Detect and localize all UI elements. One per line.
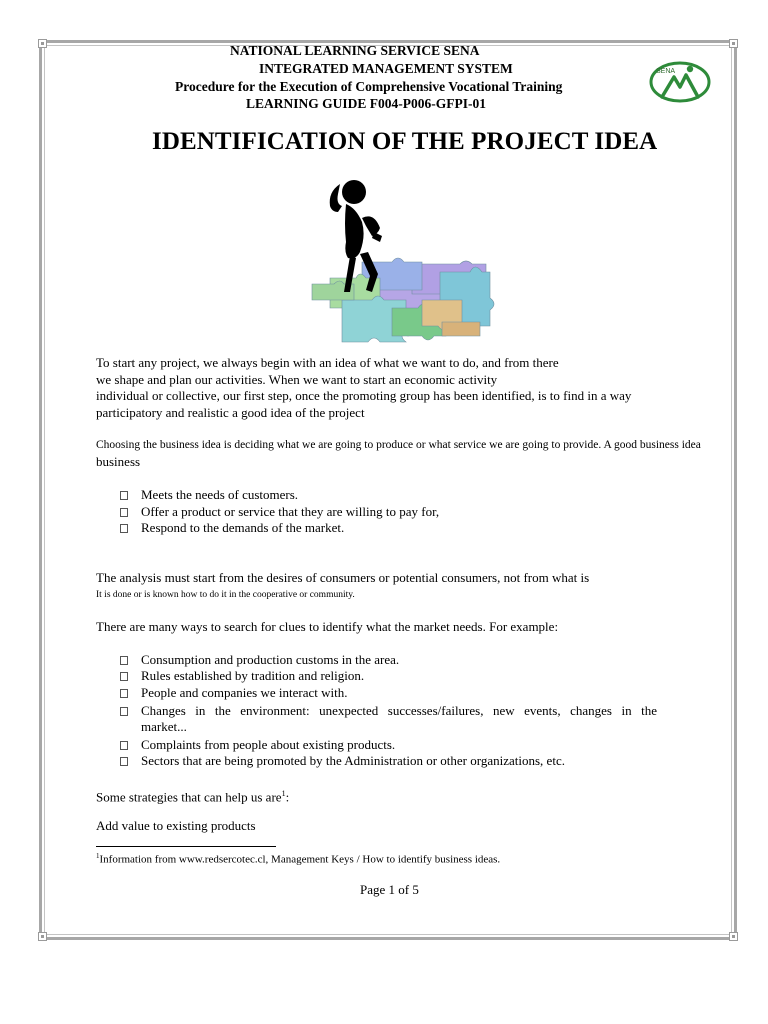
thinking-figure-silhouette: [330, 180, 382, 292]
bullet-symbol: [119, 756, 129, 766]
bullet-symbol: [119, 740, 129, 750]
list-item: Sectors that are being promoted by the Administration or other organizations, etc.: [141, 753, 565, 768]
choosing-idea-text-cont: business: [96, 454, 141, 469]
bullet-symbol: [119, 655, 129, 665]
corner-ornament: [729, 39, 738, 48]
corner-ornament: [729, 932, 738, 941]
thinking-person-puzzle-illustration: [302, 172, 506, 352]
bullet-symbol: [119, 688, 129, 698]
list-item: Offer a product or service that they are willing to pay for,: [141, 504, 440, 519]
bullet-symbol: [119, 706, 129, 716]
sena-logo: [648, 57, 712, 105]
bullet-symbol: [119, 507, 129, 517]
search-intro-text: There are many ways to search for clues to identify what the market needs. For example:: [96, 619, 559, 634]
page-number: Page 1 of 5: [360, 882, 419, 897]
footnote-ref[interactable]: 1: [281, 789, 286, 798]
bullet-symbol: [119, 671, 129, 681]
logo-wordmark: SENA: [656, 68, 676, 75]
corner-ornament: [38, 39, 47, 48]
footnote-text: Information from www.redsercotec.cl, Management Keys / How to identify business ideas.: [99, 853, 501, 866]
strategies-text: [96, 786, 289, 806]
header-org-name: NATIONAL LEARNING SERVICE SENA: [230, 43, 480, 58]
intro-line: participatory and realistic a good idea of the project: [96, 405, 365, 420]
bullet-symbol: [119, 523, 129, 533]
header-guide-code: LEARNING GUIDE F004-P006-GFPI-01: [246, 96, 486, 111]
list-item: Complaints from people about existing products.: [141, 737, 396, 752]
bullet-symbol: [119, 490, 129, 500]
intro-line: we shape and plan our activities. When we want to start an economic activity: [96, 372, 498, 387]
puzzle-pieces: [312, 258, 494, 342]
footnote-mark: 1: [96, 852, 100, 860]
page-title: IDENTIFICATION OF THE PROJECT IDEA: [152, 128, 658, 155]
list-item: People and companies we interact with.: [141, 685, 348, 700]
footnote-separator: [96, 846, 276, 847]
analysis-text: The analysis must start from the desires of consumers or potential consumers, not from what is: [96, 570, 590, 585]
header-procedure: Procedure for the Execution of Comprehensive Vocational Training: [175, 79, 563, 94]
header-system-name: INTEGRATED MANAGEMENT SYSTEM: [259, 61, 513, 76]
analysis-text-cont: It is done or is known how to do it in the cooperative or community.: [96, 590, 355, 600]
list-item: Rules established by tradition and religion.: [141, 668, 365, 683]
add-value-heading: Add value to existing products: [96, 818, 256, 833]
list-item: Consumption and production customs in the area.: [141, 652, 400, 667]
list-item: Meets the needs of customers.: [141, 487, 299, 502]
footnote: [96, 852, 500, 866]
list-item-cont: market...: [141, 719, 187, 734]
choosing-idea-text: Choosing the business idea is deciding what we are going to produce or what service we are going to provide. A good business idea: [96, 439, 701, 451]
corner-ornament: [38, 932, 47, 941]
intro-line: individual or collective, our first step, once the promoting group has been identified, is to find in a way: [96, 388, 632, 403]
list-item: Respond to the demands of the market.: [141, 520, 345, 535]
list-item: Changes in the environment: unexpected successes/failures, new events, changes in the: [141, 703, 657, 718]
strategies-colon: :: [285, 789, 290, 805]
strategies-label: Some strategies that can help us are: [96, 789, 282, 805]
intro-line: To start any project, we always begin with an idea of what we want to do, and from there: [96, 355, 559, 370]
